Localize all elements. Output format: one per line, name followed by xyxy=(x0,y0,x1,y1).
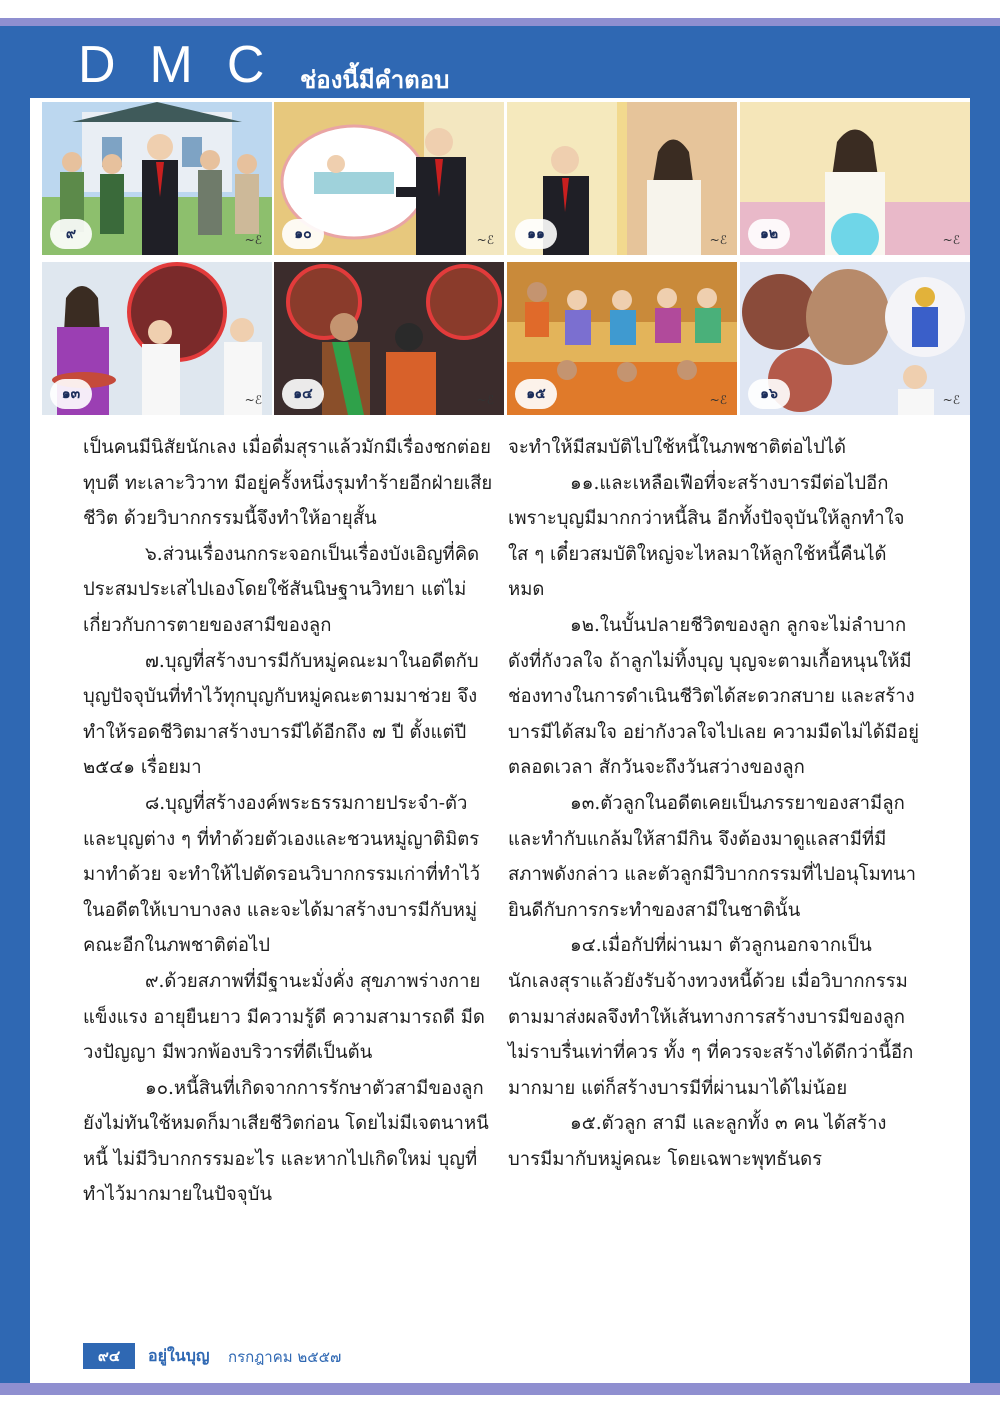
paragraph-item-9: ๙.ด้วยสภาพที่มีฐานะมั่งคั่ง สุขภาพร่างกายแข็งแรง อายุยืนยาว มีความรู้ดี ความสามารถดี มีดวงปัญญา มีพวกพ้องบริวารที่ดีเป็นต้น xyxy=(83,970,485,1064)
paragraph-item-10: ๑๐.หนี้สินที่เกิดจากการรักษาตัวสามีของลูก ยังไม่ทันใช้หมดก็มาเสียชีวิตก่อน โดยไม่มีเจตนาหนีหนี้ ไม่มีวิบากกรรมอะไร และหากไปเกิดใหม่ บุญที่ทำไว้มากมายในปัจจุบัน xyxy=(83,1077,489,1206)
artist-signature: ~ℰ xyxy=(709,393,727,407)
photo-16 xyxy=(740,262,970,415)
artist-signature: ~ℰ xyxy=(942,393,960,407)
photo-number-badge: ๑๒ xyxy=(748,219,790,249)
top-frame-strip xyxy=(0,18,1000,26)
dmc-logo: DMC xyxy=(78,36,299,94)
magazine-name: อยู่ในบุญ xyxy=(148,1346,210,1365)
body-column-left xyxy=(83,430,495,1213)
photo-number-badge: ๑๔ xyxy=(282,379,324,409)
paragraph-item-14: ๑๔.เมื่อกัปที่ผ่านมา ตัวลูกนอกจากเป็นนักเลงสุราแล้วยังรับจ้างทวงหนี้ด้วย เมื่อวิบากกรรมตามมาส่งผลจึงทำให้เส้นทางการสร้างบารมีของลูกไม่ราบรื่นเท่าที่ควร ทั้ง ๆ ที่ควรจะสร้างได้ดีกว่านี้อีกมากมาย แต่ก็สร้างบารมีที่ผ่านมาได้ไม่น้อย xyxy=(508,935,914,1099)
photo-13 xyxy=(42,262,272,415)
photo-number-badge: ๑๓ xyxy=(50,379,92,409)
photo-14 xyxy=(274,262,504,415)
photo-11 xyxy=(507,102,737,255)
paragraph-continued: เป็นคนมีนิสัยนักเลง เมื่อดื่มสุราแล้วมักมีเรื่องชกต่อย ทุบตี ทะเลาะวิวาท มีอยู่ครั้งหนึ่งรุมทำร้ายอีกฝ่ายเสียชีวิต ด้วยวิบากกรรมนี้จึงทำให้อายุสั้น xyxy=(83,437,493,530)
body-column-right xyxy=(508,430,920,1177)
page-number: ๙๔ xyxy=(83,1343,135,1369)
photo-number-badge: ๑๑ xyxy=(515,219,557,249)
artist-signature: ~ℰ xyxy=(244,393,262,407)
photo-12 xyxy=(740,102,970,255)
issue-date: กรกฎาคม ๒๕๕๗ xyxy=(228,1348,342,1366)
section-title: ช่องนี้มีคำตอบ xyxy=(300,66,450,94)
paragraph-item-13: ๑๓.ตัวลูกในอดีตเคยเป็นภรรยาของสามีลูก และทำกับแกล้มให้สามีกิน จึงต้องมาดูแลสามีที่มีสภาพดังกล่าว และตัวลูกมีวิบากกรรมที่ไปอนุโมทนายินดีกับการกระทำของสามีในชาตินั้น xyxy=(508,792,916,921)
right-frame-border xyxy=(970,26,1000,1391)
artist-signature: ~ℰ xyxy=(709,233,727,247)
artist-signature: ~ℰ xyxy=(476,393,494,407)
paragraph-item-7: ๗.บุญที่สร้างบารมีกับหมู่คณะมาในอดีตกับบุญปัจจุบันที่ทำไว้ทุกบุญกับหมู่คณะตามมาช่วย จึงทำให้รอดชีวิตมาสร้างบารมีได้อีกถึง ๗ ปี ตั้งแต่ปี ๒๕๔๑ เรื่อยมา xyxy=(83,650,479,779)
photo-9 xyxy=(42,102,272,255)
paragraph-item-12: ๑๒.ในบั้นปลายชีวิตของลูก ลูกจะไม่ลำบากดังที่กังวลใจ ถ้าลูกไม่ทิ้งบุญ บุญจะตามเกื้อหนุนให้มีช่องทางในการดำเนินชีวิตได้สะดวกสบาย และสร้างบารมีได้สมใจ อย่ากังวลใจไปเลย ความมืดไม่ได้มีอยู่ตลอดเวลา สักวันจะถึงวันสว่างของลูก xyxy=(508,614,919,779)
left-frame-border xyxy=(0,26,30,1391)
photo-number-badge: ๑๕ xyxy=(515,379,557,409)
photo-number-badge: ๑๖ xyxy=(748,379,790,409)
paragraph-item-11: ๑๑.และเหลือเฟือที่จะสร้างบารมีต่อไปอีก เพราะบุญมีมากกว่าหนี้สิน อีกทั้งปัจจุบันให้ลูกทำใจใส ๆ เดี๋ยวสมบัติใหญ่จะไหลมาให้ลูกใช้หนี้คืนได้หมด xyxy=(508,472,905,601)
photo-15 xyxy=(507,262,737,415)
paragraph-item-15: ๑๕.ตัวลูก สามี และลูกทั้ง ๓ คน ได้สร้างบารมีมากับหมู่คณะ โดยเฉพาะพุทธันดร xyxy=(508,1113,887,1170)
paragraph-continued: จะทำให้มีสมบัติไปใช้หนี้ในภพชาติต่อไปได้ xyxy=(508,437,847,458)
artist-signature: ~ℰ xyxy=(476,233,494,247)
photo-number-badge: ๑๐ xyxy=(282,219,324,249)
paragraph-item-8: ๘.บุญที่สร้างองค์พระธรรมกายประจำ-ตัวและบุญต่าง ๆ ที่ทำด้วยตัวเองและชวนหมู่ญาติมิตรมาทำด้วย จะทำให้ไปตัดรอนวิบากกรรมเก่าที่ทำไว้ในอดีตให้เบาบางลง และจะได้มาสร้างบารมีกับหมู่คณะอีกในภพชาติต่อไป xyxy=(83,792,481,957)
artist-signature: ~ℰ xyxy=(942,233,960,247)
photo-10 xyxy=(274,102,504,255)
photo-number-badge: ๙ xyxy=(50,219,92,249)
bottom-frame-strip xyxy=(0,1383,1000,1395)
artist-signature: ~ℰ xyxy=(244,233,262,247)
paragraph-item-6: ๖.ส่วนเรื่องนกกระจอกเป็นเรื่องบังเอิญที่คิดประสมประเสไปเองโดยใช้สันนิษฐานวิทยา แต่ไม่เกี่ยวกับการตายของสามีของลูก xyxy=(83,543,480,636)
